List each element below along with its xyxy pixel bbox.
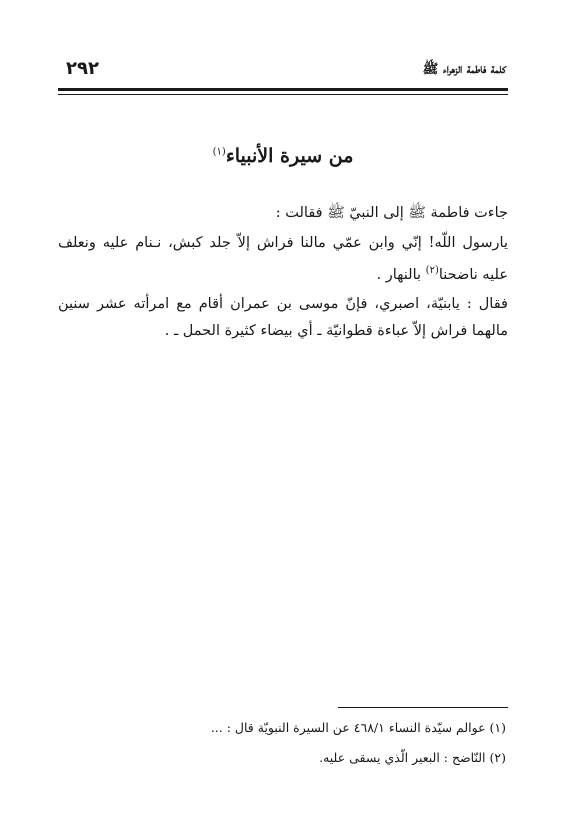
footnote-1: (١) عوالم سيّدة النساء ٤٦٨/١ عن السيرة النبويّة قال : ... (210, 720, 506, 735)
footnote-separator (338, 707, 508, 708)
page-header (58, 58, 508, 86)
running-title: كلمة فاطمة الزهراء ﷺ (422, 62, 506, 77)
footnote-ref-1: (١) (212, 146, 226, 158)
footnote-2: (٢) النّاضح : البعير الّذي يسقى عليه. (319, 750, 506, 765)
section-title-text: من سيرة الأنبياء (225, 145, 354, 167)
paragraph-reply: فقال : يابنيّة، اصبري، فإنّ موسى بن عمران أقام مع امرأته عشر سنين مالهما فراش إلاّ عباءة قطوانيّة ـ أي بيضاء كثيرة الحمل ـ . (58, 296, 508, 339)
paragraph-intro: جاءت فاطمة ﷺ إلى النبيّ ﷺ فقالت : (275, 205, 508, 221)
page-number: ٢٩٢ (66, 58, 99, 79)
paragraph-quote-text: يارسول اللّه! إنّي وابن عمّي مالنا فراش إلاّ جلد كبش، نـنام عليه ونعلف عليه ناضحنا (58, 235, 508, 283)
footnote-ref-2: (٢) (425, 265, 439, 276)
header-rule-thick (58, 88, 508, 91)
paragraph-quote (58, 230, 508, 289)
header-rule-thin (58, 94, 508, 95)
paragraph-quote-end: بالنهار . (376, 266, 426, 283)
section-title (58, 145, 508, 167)
